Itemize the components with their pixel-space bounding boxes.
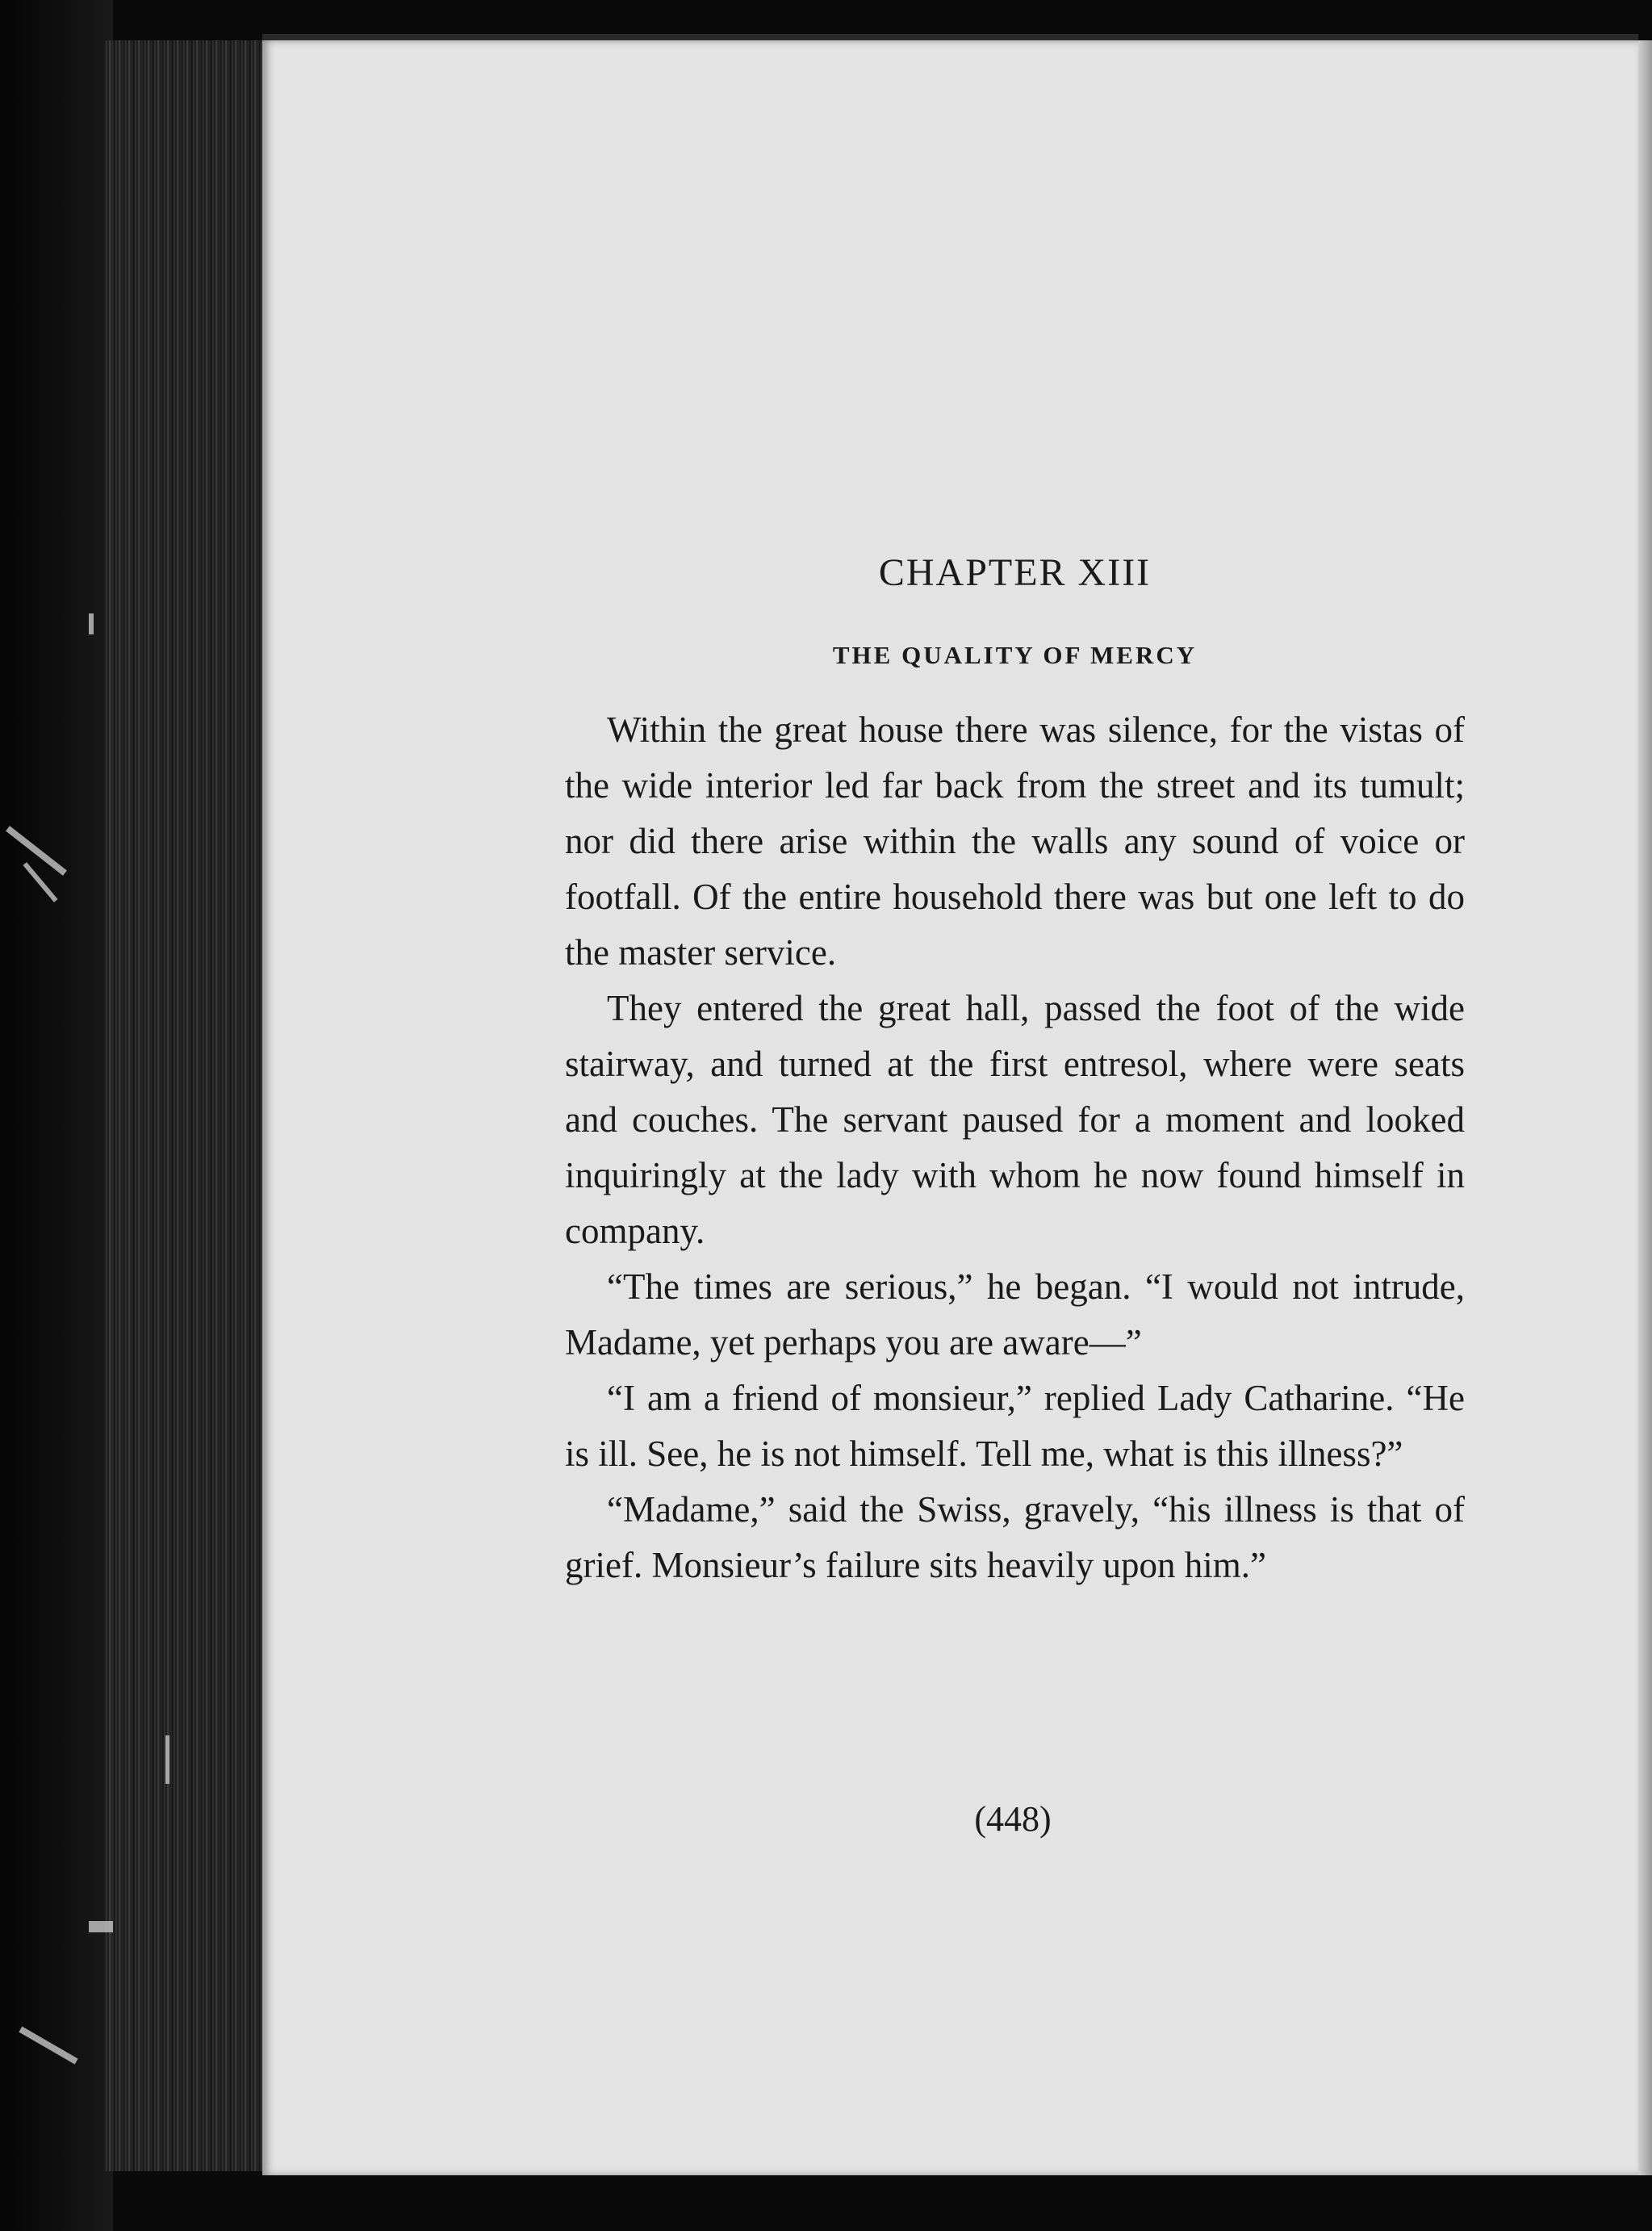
scan-artifact bbox=[89, 1921, 113, 1932]
paragraph: “The times are serious,” he began. “I would not intrude, Madame, yet perhaps you are aware—” bbox=[565, 1266, 1465, 1362]
scan-artifact bbox=[165, 1735, 169, 1784]
paragraph: “I am a friend of monsieur,” replied Lady Catharine. “He is ill. See, he is not himself. Tell me, what is this illness?” bbox=[565, 1378, 1465, 1474]
paragraph: Within the great house there was silence, for the vistas of the wide interior led far back from the street and its tumult; nor did there arise within the walls any sound of voice or footfall. Of the entire household there was but one left to do the master service. bbox=[565, 709, 1465, 973]
page-right-edge bbox=[1638, 40, 1652, 2175]
page-text bbox=[565, 549, 1465, 1593]
paragraph: “Madame,” said the Swiss, gravely, “his illness is that of grief. Monsieur’s failure sits heavily upon him.” bbox=[565, 1489, 1465, 1585]
book-spine-shadow bbox=[0, 0, 113, 2231]
chapter-title: THE QUALITY OF MERCY bbox=[832, 641, 1198, 669]
paragraph: They entered the great hall, passed the foot of the wide stairway, and turned at the first entresol, where were seats and couches. The servant paused for a moment and looked inquiringly at the lady with whom he now found himself in company. bbox=[565, 988, 1465, 1251]
scan-artifact bbox=[89, 613, 94, 634]
chapter-heading: CHAPTER XIII bbox=[878, 551, 1152, 594]
page-number: (448) bbox=[974, 1799, 1052, 1839]
book-page-edges bbox=[105, 40, 266, 2171]
